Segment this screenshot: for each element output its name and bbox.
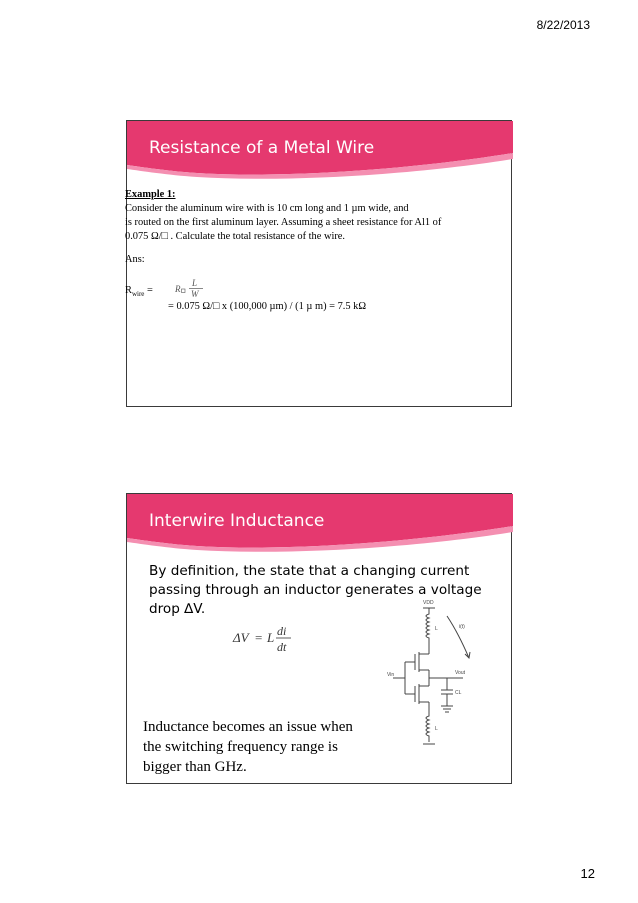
ans-label: Ans: — [125, 254, 145, 265]
sheet-resistance-formula-image — [174, 276, 210, 300]
inductor-voltage-equation-image — [231, 620, 303, 656]
page-number: 12 — [580, 866, 595, 881]
svg-text:L: L — [435, 726, 438, 732]
svg-text:R: R — [175, 284, 181, 294]
slide-title: Interwire Inductance — [149, 511, 325, 531]
svg-text:Vout: Vout — [455, 670, 466, 676]
svg-text:L: L — [435, 626, 438, 632]
calc-line: = 0.075 Ω/□ x (100,000 µm) / (1 µ m) = 7.5 kΩ — [168, 301, 367, 312]
slide-resistance-metal-wire — [126, 120, 512, 407]
definition-line: drop ∆V. — [149, 601, 206, 617]
svg-text:ΔV: ΔV — [233, 630, 249, 645]
date-label: 8/22/2013 — [536, 18, 590, 32]
svg-text:CL: CL — [455, 690, 462, 696]
svg-text:VDD: VDD — [423, 600, 434, 606]
svg-text:L: L — [267, 630, 275, 645]
svg-text:i(t): i(t) — [459, 624, 465, 630]
rwire-formula — [125, 276, 513, 300]
svg-text:di: di — [277, 624, 287, 638]
example-line: Consider the aluminum wire with is 10 cm long and 1 µm wide, and — [125, 203, 409, 214]
slide-header-banner — [127, 121, 511, 175]
slide-body — [125, 188, 513, 314]
note-line: bigger than GHz. — [143, 759, 247, 775]
svg-text:Vin: Vin — [387, 672, 395, 678]
note-line: Inductance becomes an issue when — [143, 719, 353, 735]
svg-text:W: W — [191, 289, 199, 299]
slide-header-banner — [127, 494, 511, 548]
svg-text:L: L — [192, 278, 198, 288]
note-line: the switching frequency range is — [143, 739, 338, 755]
example-line: 0.075 Ω/□ . Calculate the total resistance of the wire. — [125, 231, 346, 242]
slide-interwire-inductance — [126, 493, 512, 784]
example-label: Example 1: — [125, 189, 176, 200]
rwire-lhs: $R_{wire}$ = — [125, 285, 153, 299]
slide-title: Resistance of a Metal Wire — [149, 138, 375, 158]
svg-text:dt: dt — [277, 640, 287, 654]
example-line: is routed on the first aluminum layer. Assuming a sheet resistance for Al1 of — [125, 217, 442, 228]
inductance-note — [143, 717, 403, 777]
definition-line: By definition, the state that a changing current — [149, 563, 470, 579]
definition-line: passing through an inductor generates a voltage — [149, 582, 482, 598]
svg-text:=: = — [255, 630, 263, 645]
